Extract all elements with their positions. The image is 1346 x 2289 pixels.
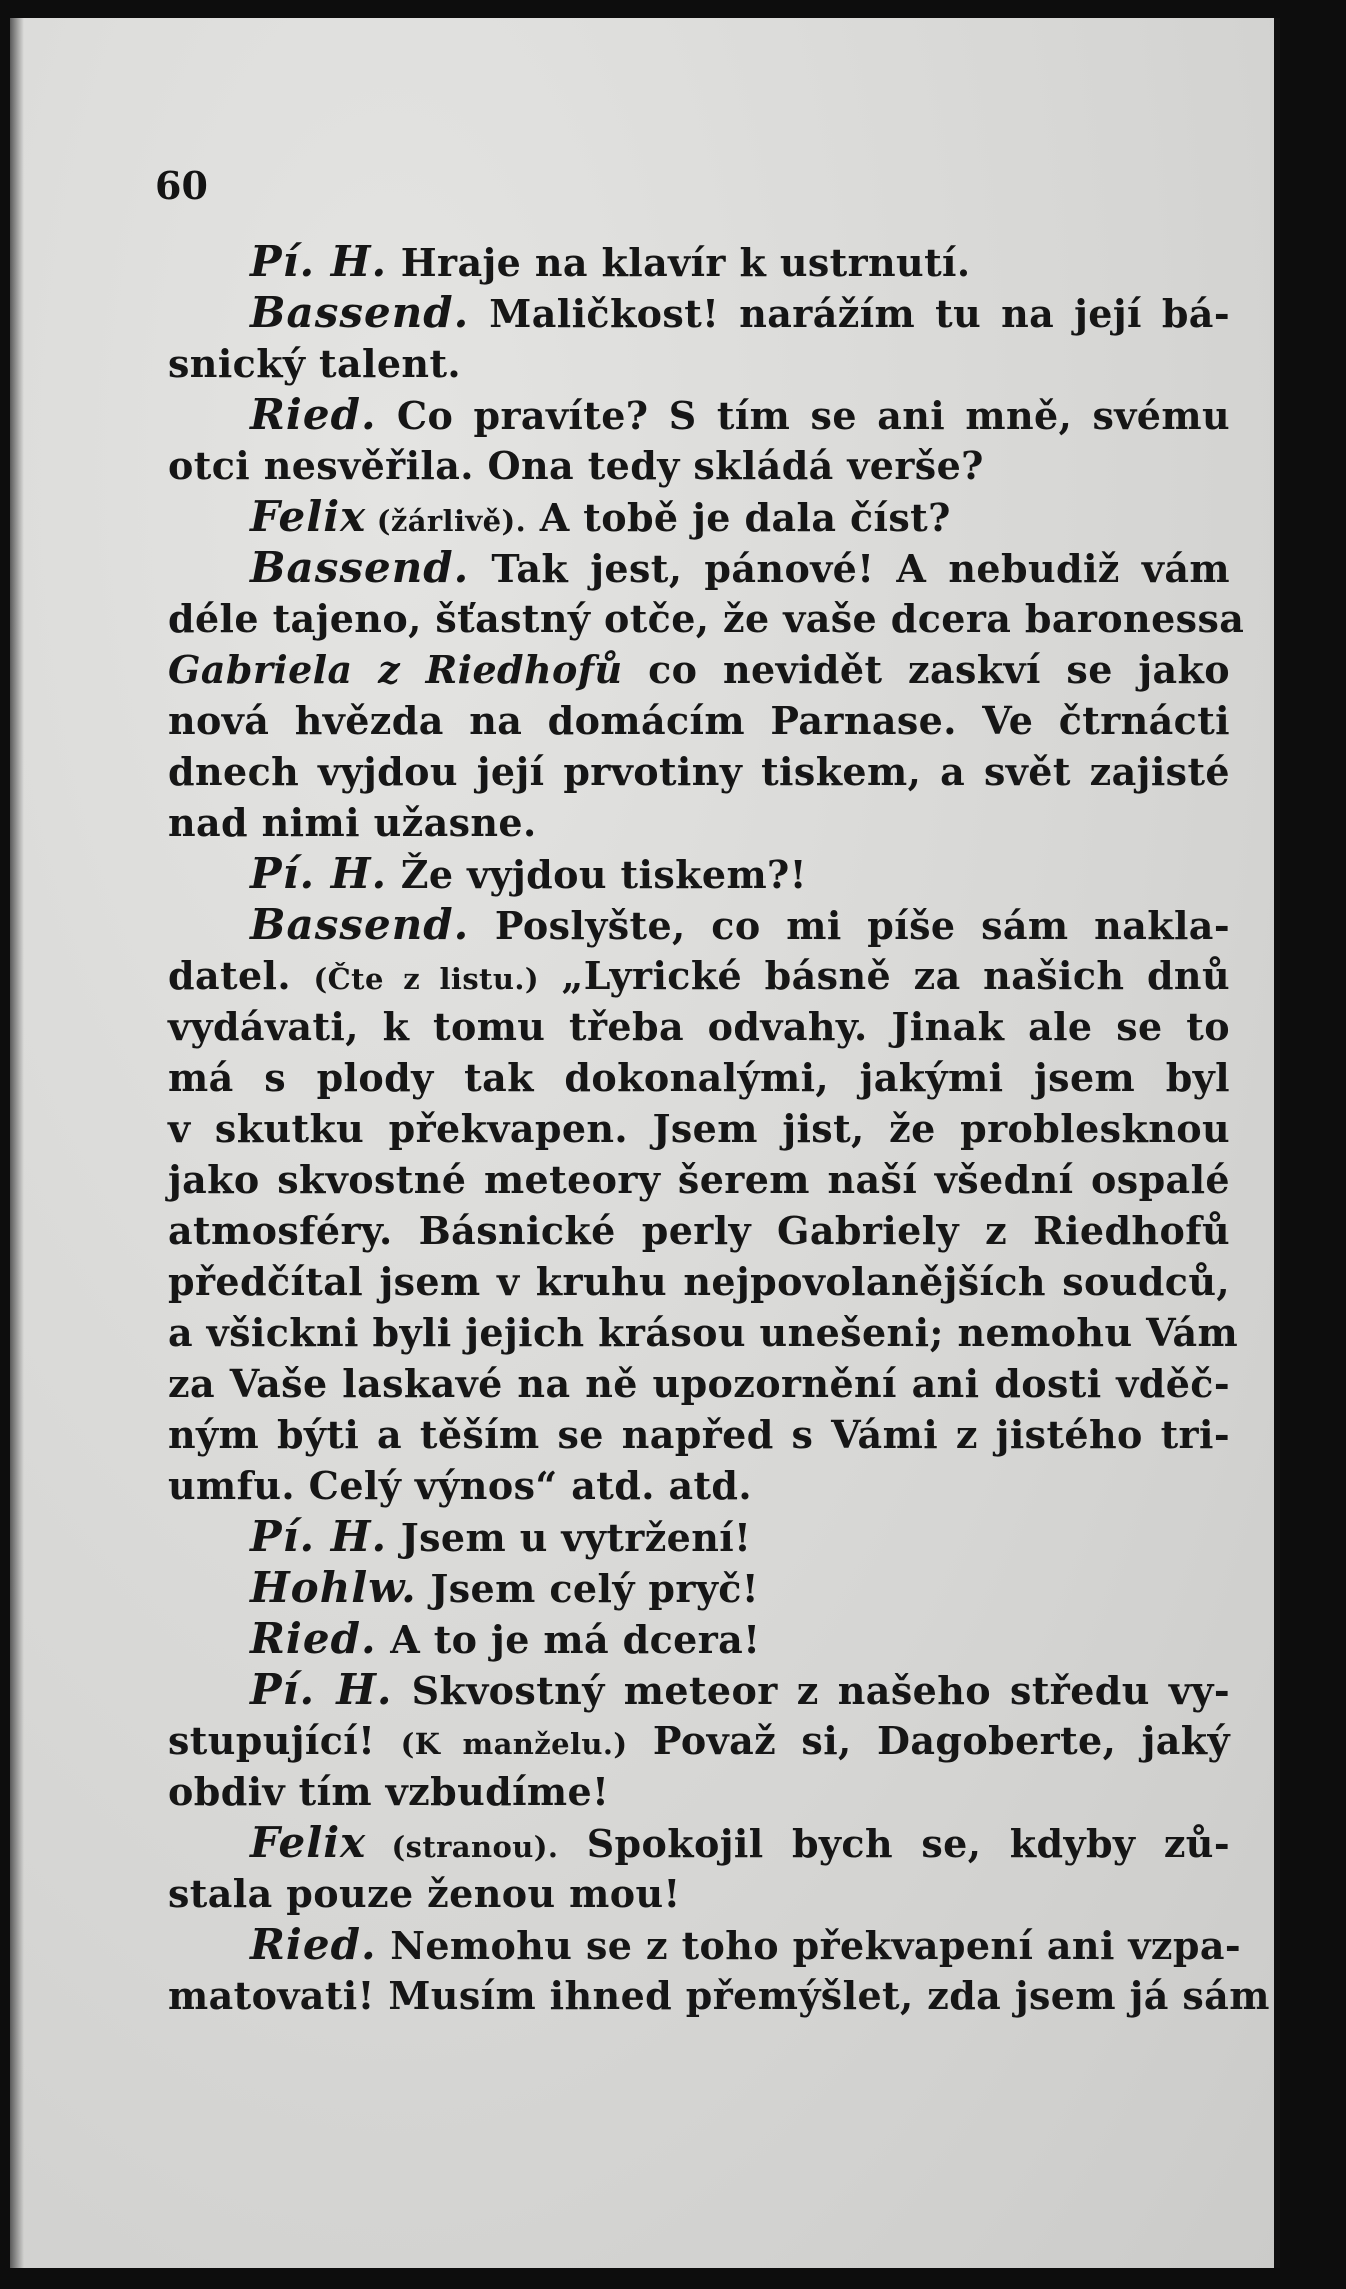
line-text: Spokojil bych se, kdyby zů- (558, 1821, 1230, 1866)
line-text: vydávati, k tomu třeba odvahy. Jinak ale se to (168, 1004, 1230, 1049)
speaker-name: Bassend. (250, 543, 470, 592)
speaker-name: Felix (250, 1818, 367, 1867)
stage-direction: (Čte z listu.) (313, 962, 539, 996)
line-text: Že vyjdou tiskem?! (387, 852, 807, 897)
speaker-name: Ried. (250, 390, 377, 439)
speaker-name: Pí. H. (250, 1512, 388, 1561)
line-text: Jsem u vytržení! (387, 1515, 752, 1560)
line-text: Hraje na klavír k ustrnutí. (387, 240, 971, 285)
line-text: A tobě je dala číst? (526, 495, 951, 540)
speaker-name: Ried. (250, 1614, 377, 1663)
text-line (168, 1001, 1230, 1052)
speaker-name: Hohlw. (250, 1563, 417, 1612)
line-text: snický talent. (168, 341, 462, 386)
line-text: ným býti a těším se napřed s Vámi z jistého tri- (168, 1412, 1230, 1457)
page-right-border (1274, 18, 1280, 2268)
line-text: stupující! (168, 1718, 401, 1763)
line-text: „Lyrické básně za našich dnů (538, 953, 1230, 998)
line-text: umfu. Celý výnos“ atd. atd. (168, 1463, 753, 1508)
text-line (168, 1409, 1230, 1460)
text-line (168, 1256, 1230, 1307)
speaker-name: Bassend. (250, 900, 470, 949)
text-line (168, 1103, 1230, 1154)
text-line (168, 950, 1230, 1001)
text-line (168, 389, 1230, 440)
line-text: otci nesvěřila. Ona tedy skládá verše? (168, 443, 984, 488)
stage-direction: (stranou). (366, 1830, 559, 1864)
line-text: a všickni byli jejich krásou unešeni; nemohu Vám (168, 1310, 1239, 1355)
text-line (168, 1766, 1230, 1817)
speaker-name: Felix (250, 492, 367, 541)
text-line (168, 1562, 1230, 1613)
line-text: Jsem celý pryč! (416, 1566, 759, 1611)
line-text: stala pouze ženou mou! (168, 1871, 681, 1916)
book-page (10, 18, 1280, 2268)
text-line (168, 1154, 1230, 1205)
speaker-name: Ried. (250, 1920, 377, 1969)
text-line (168, 797, 1230, 848)
text-line (168, 746, 1230, 797)
line-text: Maličkost! narážím tu na její bá- (469, 291, 1230, 336)
text-line (168, 236, 1230, 287)
line-text: déle tajeno, šťastný otče, že vaše dcera baronessa (168, 596, 1245, 641)
text-line (168, 440, 1230, 491)
text-line (168, 1817, 1230, 1868)
text-line (168, 1664, 1230, 1715)
line-text: nová hvězda na domácím Parnase. Ve čtrnácti (168, 698, 1230, 743)
speaker-name: Pí. H. (250, 237, 388, 286)
line-text: Skvostný meteor z našeho středu vy- (392, 1668, 1230, 1713)
line-text: nad nimi užasne. (168, 800, 537, 845)
stage-direction: (žárlivě). (366, 504, 527, 538)
text-line (168, 1511, 1230, 1562)
text-line (168, 287, 1230, 338)
line-text: matovati! Musím ihned přemýšlet, zda jsem já sám (168, 1973, 1270, 2018)
line-text: za Vaše laskavé na ně upozornění ani dosti vděč- (168, 1361, 1230, 1406)
speaker-name: Pí. H. (250, 1665, 393, 1714)
line-text: Považ si, Dagoberte, jaký (627, 1718, 1230, 1763)
line-text: atmosféry. Básnické perly Gabriely z Riedhofů (168, 1208, 1230, 1253)
line-text: předčítal jsem v kruhu nejpovolanějších soudců, (168, 1259, 1230, 1304)
line-text: Poslyšte, co mi píše sám nakla- (469, 903, 1230, 948)
line-text: A to je má dcera! (376, 1617, 761, 1662)
line-text: Tak jest, pánové! A nebudiž vám (469, 546, 1230, 591)
text-line (168, 1052, 1230, 1103)
text-line (168, 1970, 1270, 2021)
stage-direction: (K manželu.) (400, 1727, 628, 1761)
text-line (168, 1919, 1242, 1970)
page-edge-shadow (10, 18, 24, 2268)
line-text: datel. (168, 953, 314, 998)
text-line (168, 644, 1230, 695)
page-number: 60 (155, 163, 208, 208)
text-line (168, 1358, 1230, 1409)
text-line (168, 1613, 1230, 1664)
text-line (168, 1715, 1230, 1766)
line-text: obdiv tím vzbudíme! (168, 1769, 610, 1814)
body-text (168, 236, 1270, 2021)
text-line (168, 1307, 1239, 1358)
text-line (168, 1868, 1230, 1919)
line-text: v skutku překvapen. Jsem jist, že problesknou (168, 1106, 1230, 1151)
text-line (168, 1205, 1230, 1256)
line-text: Gabriela z Riedhofů (168, 647, 623, 692)
text-line (168, 695, 1230, 746)
text-line (168, 491, 1230, 542)
line-text: dnech vyjdou její prvotiny tiskem, a svět zajisté (168, 749, 1230, 794)
text-line (168, 1460, 1230, 1511)
text-line (168, 593, 1245, 644)
line-text: jako skvostné meteory šerem naší všední ospalé (168, 1157, 1230, 1202)
text-line (168, 338, 1230, 389)
text-line (168, 899, 1230, 950)
speaker-name: Pí. H. (250, 849, 388, 898)
line-text: co nevidět zaskví se jako (622, 647, 1230, 692)
text-line (168, 542, 1230, 593)
line-text: má s plody tak dokonalými, jakými jsem byl (168, 1055, 1230, 1100)
line-text: Co pravíte? S tím se ani mně, svému (376, 393, 1230, 438)
speaker-name: Bassend. (250, 288, 470, 337)
line-text: Nemohu se z toho překvapení ani vzpa- (376, 1923, 1242, 1968)
text-line (168, 848, 1230, 899)
